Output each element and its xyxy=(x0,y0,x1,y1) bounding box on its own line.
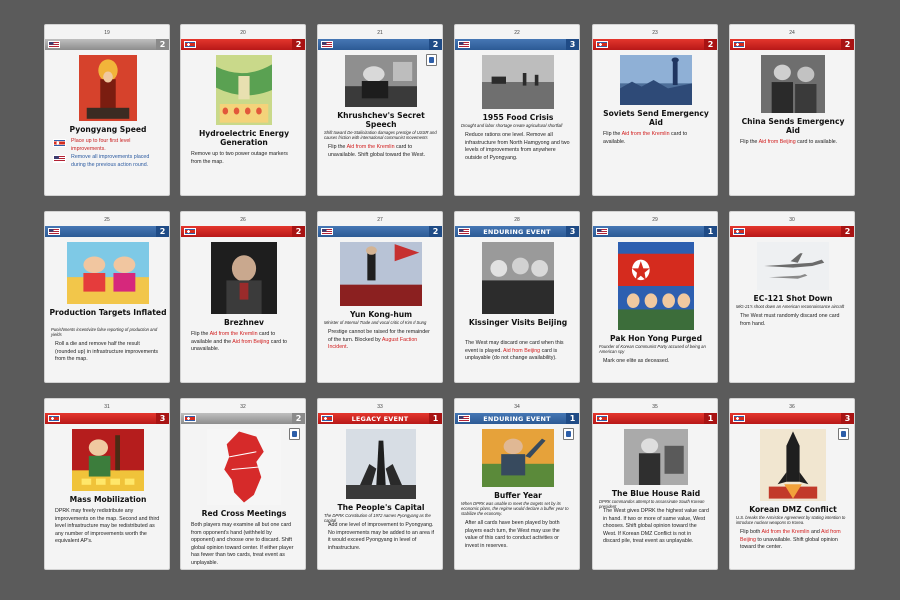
event-card[interactable] xyxy=(454,24,580,196)
card-ops-value: 1 xyxy=(566,413,579,424)
us-flag-icon xyxy=(48,41,60,48)
leader-poster-icon xyxy=(482,429,554,487)
card-number: 32 xyxy=(240,404,246,410)
card-flavor-text: DPRK commandos attempt to assassinate South Korean president xyxy=(599,499,705,509)
card-title: Pak Hon Yong Purged xyxy=(609,334,703,343)
card-title: Production Targets Inflated xyxy=(49,308,167,317)
card-flavor-text: MiG-21's shoot down an American reconnaissance aircraft xyxy=(736,304,845,309)
card-number: 23 xyxy=(652,30,658,36)
card-banner xyxy=(181,413,305,424)
card-flavor-text: Shift toward De-Stalinization damages prestige of USSR and causes friction with international communist movements xyxy=(324,130,437,140)
card-title: Khrushchev's Secret Speech xyxy=(337,111,425,129)
event-card[interactable] xyxy=(454,398,580,570)
ruins-photo-icon xyxy=(620,55,692,105)
card-banner xyxy=(730,413,854,424)
card-title: China Sends Emergency Aid xyxy=(741,117,845,135)
card-effect-text: Add one level of improvement to Pyongyang. No improvements may be added to an area if it would exceed Pyongyang in level of infrastructure. xyxy=(328,522,434,551)
card-ops-value: 1 xyxy=(429,413,442,424)
dprk-flag-icon xyxy=(184,415,196,422)
card-effect-text: Flip the Aid from the Kremlin card to unavailable. Shift global toward the West. xyxy=(328,144,426,158)
split-effect-row xyxy=(53,138,165,153)
card-flavor-text: U.S. breaks the Armistice Agreement by stating intention to introduce nuclear weapons to Korea. xyxy=(736,515,846,525)
event-card[interactable] xyxy=(44,211,170,383)
event-card[interactable] xyxy=(317,398,443,570)
event-card[interactable] xyxy=(317,24,443,196)
split-effect-row xyxy=(53,154,165,169)
event-type-label: ENDURING EVENT xyxy=(483,227,551,236)
event-card[interactable] xyxy=(44,24,170,196)
card-title: Buffer Year xyxy=(494,491,542,500)
card-flavor-text: Drought and labor shortage create agricultural shortfall xyxy=(461,123,563,128)
card-number: 20 xyxy=(240,30,246,36)
event-card[interactable] xyxy=(592,211,718,383)
card-number: 27 xyxy=(377,217,383,223)
event-card[interactable] xyxy=(729,398,855,570)
card-ops-value: 2 xyxy=(841,39,854,50)
card-number: 21 xyxy=(377,30,383,36)
korea-map-icon xyxy=(207,429,281,505)
card-effect-text: Reduce rations one level. Remove all infrastructure from North Hamgyong and two levels of improvements from anywhere outside of Pyongyang. xyxy=(465,132,570,161)
card-effect-text: After all cards have been played by both players each turn, the West may use the value of this card to conduct activities or invest in reserves. xyxy=(465,520,560,549)
card-effect-text: Flip the Aid from the Kremlin card to available and the Aid from Beijing card to unavailable. xyxy=(191,331,287,353)
card-effect-text: The West must randomly discard one card from hand. xyxy=(740,313,840,327)
card-title: Yun Kong-hum xyxy=(349,310,413,319)
card-banner xyxy=(318,413,442,424)
event-card[interactable] xyxy=(592,398,718,570)
dprk-flag-icon xyxy=(596,415,608,422)
card-ops-value: 3 xyxy=(841,413,854,424)
dprk-flag-icon xyxy=(184,41,196,48)
card-ops-value: 2 xyxy=(292,226,305,237)
card-banner xyxy=(730,39,854,50)
hydroelectric-poster-icon xyxy=(216,55,272,125)
leaders-photo-icon xyxy=(761,55,825,113)
card-banner xyxy=(45,39,169,50)
us-flag-icon xyxy=(53,155,66,163)
monument-photo-icon xyxy=(346,429,416,499)
card-title: The People's Capital xyxy=(337,503,425,512)
card-effect-text: Flip the Aid from Beijing card to available. xyxy=(740,139,838,145)
card-banner xyxy=(593,226,717,237)
card-title: 1955 Food Crisis xyxy=(482,113,554,122)
card-ops-value: 2 xyxy=(704,39,717,50)
card-ops-value: 3 xyxy=(156,413,169,424)
card-flavor-text: Minister of Internal Trade and vocal critic of Kim Il Sung xyxy=(324,320,427,325)
card-number: 26 xyxy=(240,217,246,223)
dprk-flag-icon xyxy=(733,41,745,48)
event-badge-icon xyxy=(426,54,437,66)
card-title: EC-121 Shot Down xyxy=(753,294,833,303)
card-banner xyxy=(455,39,579,50)
event-badge-icon xyxy=(563,428,574,440)
card-effect-text: Flip the Aid from the Kremlin card to available. xyxy=(603,131,688,145)
event-type-label: LEGACY EVENT xyxy=(351,414,409,423)
card-number: 33 xyxy=(377,404,383,410)
card-effect-text: DPRK may freely redistribute any improvements on the map. Second and third level infrastructure may be redistributed as any number of improvements worth the equivalent AP's. xyxy=(55,508,160,545)
card-banner xyxy=(181,39,305,50)
card-title: Mass Mobilization xyxy=(69,495,147,504)
card-ops-value: 2 xyxy=(429,226,442,237)
card-number: 34 xyxy=(514,404,520,410)
card-banner xyxy=(45,226,169,237)
missile-poster-icon xyxy=(760,429,826,501)
card-title: Korean DMZ Conflict xyxy=(749,505,837,514)
card-banner xyxy=(455,413,579,424)
card-title: Pyongyang Speed xyxy=(69,125,147,134)
card-number: 28 xyxy=(514,217,520,223)
card-title: Kissinger Visits Beijing xyxy=(468,318,568,327)
us-flag-icon xyxy=(321,228,333,235)
dprk-flag-icon xyxy=(48,415,60,422)
card-ops-value: 2 xyxy=(156,39,169,50)
dprk-flag-icon xyxy=(733,228,745,235)
card-title: Hydroelectric Energy Generation xyxy=(198,129,290,147)
card-number: 30 xyxy=(789,217,795,223)
card-number: 29 xyxy=(652,217,658,223)
card-ops-value: 3 xyxy=(566,226,579,237)
card-number: 25 xyxy=(104,217,110,223)
card-ops-value: 2 xyxy=(841,226,854,237)
dprk-flag-icon xyxy=(184,228,196,235)
card-title: Brezhnev xyxy=(223,318,264,327)
event-card[interactable] xyxy=(729,211,855,383)
card-banner xyxy=(45,413,169,424)
event-card[interactable] xyxy=(180,24,306,196)
worker-poster-icon xyxy=(72,429,144,491)
event-badge-icon xyxy=(289,428,300,440)
split-effect-text: Remove all improvements placed during the previous action round. xyxy=(71,154,150,168)
card-title: The Blue House Raid xyxy=(611,489,701,498)
card-ops-value: 1 xyxy=(704,226,717,237)
card-flavor-text: When DPRK was unable to meet the targets set by its economic plans, the regime would declare a buffer year to stabilize the economy. xyxy=(461,501,569,516)
khrushchev-photo-icon xyxy=(345,55,417,107)
card-number: 36 xyxy=(789,404,795,410)
us-flag-icon xyxy=(458,41,470,48)
us-flag-icon xyxy=(48,228,60,235)
card-flavor-text: The DPRK Constitution of 1972 names Pyongyang as the capital xyxy=(324,513,431,523)
propaganda-poster-icon xyxy=(79,55,137,121)
dprk-flag-icon xyxy=(53,139,66,147)
card-effect-text: The West gives DPRK the highest value card in hand. If two or more of same value, West chooses. Shift global opinion toward the West. If Korean DMZ Conflict is not in discard pile, treat event as unplayable. xyxy=(603,508,709,545)
soldier-photo-icon xyxy=(624,429,688,485)
event-card[interactable] xyxy=(729,24,855,196)
card-ops-value: 2 xyxy=(292,39,305,50)
card-flavor-text: Founder of Korean Communist Party accused of being an American spy xyxy=(599,344,706,354)
card-effect-text: Flip both Aid from the Kremlin and Aid from Beijing to unavailable. Shift global opinion toward the center. xyxy=(740,529,841,551)
us-flag-icon xyxy=(321,41,333,48)
event-card[interactable] xyxy=(317,211,443,383)
card-flavor-text: Punishments incentivize false reporting of production and yields xyxy=(51,327,158,337)
flag-poster-icon xyxy=(618,242,694,330)
card-banner xyxy=(318,39,442,50)
diplomacy-photo-icon xyxy=(482,242,554,314)
card-banner xyxy=(181,226,305,237)
card-banner xyxy=(593,413,717,424)
event-card[interactable] xyxy=(454,211,580,383)
card-number: 19 xyxy=(104,30,110,36)
harvest-poster-icon xyxy=(67,242,149,304)
farm-photo-icon xyxy=(482,55,554,109)
card-banner xyxy=(318,226,442,237)
event-card[interactable] xyxy=(44,398,170,570)
event-card[interactable] xyxy=(592,24,718,196)
card-banner xyxy=(455,226,579,237)
brezhnev-portrait-icon xyxy=(211,242,277,314)
card-number: 22 xyxy=(514,30,520,36)
card-title: Red Cross Meetings xyxy=(201,509,287,518)
card-ops-value: 3 xyxy=(566,39,579,50)
card-effect-text: The West may discard one card when this event is played. Aid from Beijing card is unplayable (do not change availability). xyxy=(465,340,564,362)
event-card[interactable] xyxy=(180,211,306,383)
card-ops-value: 2 xyxy=(292,413,305,424)
card-effect-text: Roll a die and remove half the result (rounded up) in infrastructure improvements from the map. xyxy=(55,341,159,363)
card-banner xyxy=(593,39,717,50)
card-effect-text: Prestige cannot be raised for the remainder of the turn. Blocked by August Faction Incident. xyxy=(328,329,430,351)
card-number: 24 xyxy=(789,30,795,36)
us-flag-icon xyxy=(596,228,608,235)
rally-photo-icon xyxy=(340,242,422,306)
card-number: 31 xyxy=(104,404,110,410)
dprk-flag-icon xyxy=(596,41,608,48)
split-effect-text: Place up to four first level improvements. xyxy=(71,138,131,152)
card-effect-text: Mark one elite as deceased. xyxy=(603,358,670,364)
event-type-label: ENDURING EVENT xyxy=(483,414,551,423)
card-ops-value: 1 xyxy=(704,413,717,424)
card-ops-value: 2 xyxy=(429,39,442,50)
card-number: 35 xyxy=(652,404,658,410)
card-banner xyxy=(730,226,854,237)
aircraft-photo-icon xyxy=(757,242,829,290)
card-ops-value: 2 xyxy=(156,226,169,237)
card-title: Soviets Send Emergency Aid xyxy=(603,109,709,127)
event-badge-icon xyxy=(838,428,849,440)
event-card[interactable] xyxy=(180,398,306,570)
card-effect-text: Remove up to two power outage markers from the map. xyxy=(191,151,288,165)
dprk-flag-icon xyxy=(733,415,745,422)
card-effect-text: Both players may examine all but one card from opponent's hand (withheld by opponent) and choose one to discard. Shift global opinion toward center. If either player has fewer than two cards, treat event as unplayable. xyxy=(191,522,294,566)
